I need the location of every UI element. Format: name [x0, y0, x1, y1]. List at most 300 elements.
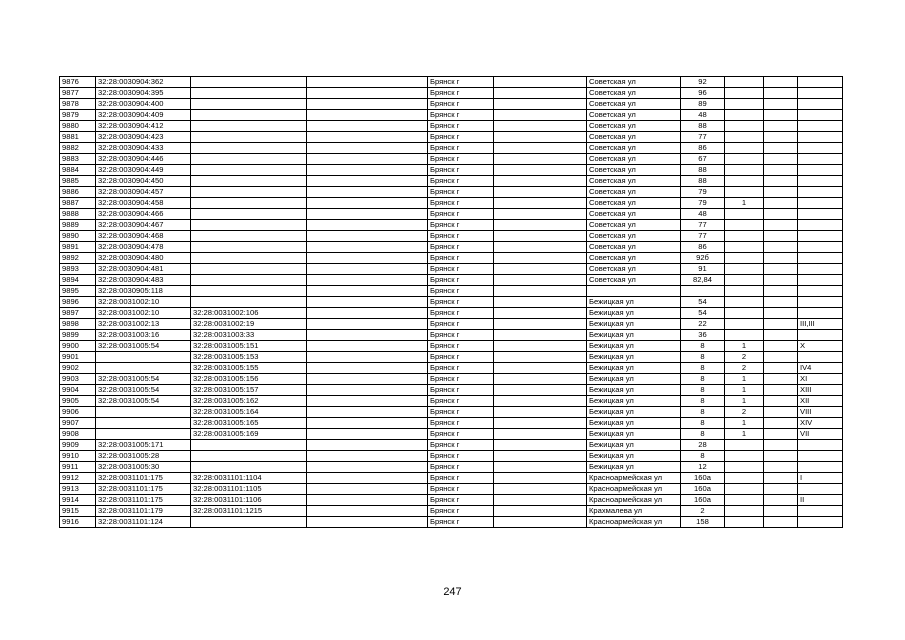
- object-number-cell: 32:28:0031005:157: [191, 385, 307, 396]
- apartment-cell: [764, 451, 798, 462]
- district-cell: [494, 253, 587, 264]
- table-row: [60, 429, 843, 440]
- street-cell: Бежицкая ул: [587, 341, 681, 352]
- object-number-cell: 32:28:0031101:1215: [191, 506, 307, 517]
- cadastral-number-cell: 32:28:0030904:467: [96, 220, 191, 231]
- table-row: [60, 484, 843, 495]
- street-cell: Бежицкая ул: [587, 297, 681, 308]
- district-cell: [494, 352, 587, 363]
- apartment-cell: [764, 517, 798, 528]
- cadastral-number-cell: 32:28:0030904:423: [96, 132, 191, 143]
- street-cell: Красноармейская ул: [587, 495, 681, 506]
- street-cell: Советская ул: [587, 275, 681, 286]
- row-number-cell: 9899: [60, 330, 96, 341]
- street-cell: Советская ул: [587, 209, 681, 220]
- house-cell: 28: [681, 440, 725, 451]
- district-cell: [494, 495, 587, 506]
- cadastral-number-cell: 32:28:0030904:412: [96, 121, 191, 132]
- building-cell: 2: [725, 407, 764, 418]
- building-cell: 2: [725, 352, 764, 363]
- cadastral-number-cell: 32:28:0030905:118: [96, 286, 191, 297]
- object-number-cell: [191, 77, 307, 88]
- extra-number-cell: [307, 352, 428, 363]
- street-cell: Советская ул: [587, 88, 681, 99]
- city-cell: Брянск г: [428, 506, 494, 517]
- house-cell: 92б: [681, 253, 725, 264]
- building-cell: [725, 451, 764, 462]
- house-cell: 91: [681, 264, 725, 275]
- room-cell: [798, 275, 843, 286]
- street-cell: Бежицкая ул: [587, 352, 681, 363]
- extra-number-cell: [307, 99, 428, 110]
- extra-number-cell: [307, 220, 428, 231]
- row-number-cell: 9894: [60, 275, 96, 286]
- extra-number-cell: [307, 253, 428, 264]
- apartment-cell: [764, 99, 798, 110]
- room-cell: VII: [798, 429, 843, 440]
- city-cell: Брянск г: [428, 396, 494, 407]
- extra-number-cell: [307, 297, 428, 308]
- house-cell: 77: [681, 220, 725, 231]
- cadastral-number-cell: 32:28:0031002:13: [96, 319, 191, 330]
- street-cell: Бежицкая ул: [587, 418, 681, 429]
- building-cell: [725, 110, 764, 121]
- city-cell: Брянск г: [428, 165, 494, 176]
- row-number-cell: 9907: [60, 418, 96, 429]
- city-cell: Брянск г: [428, 374, 494, 385]
- table-row: [60, 110, 843, 121]
- district-cell: [494, 440, 587, 451]
- house-cell: 8: [681, 418, 725, 429]
- room-cell: [798, 88, 843, 99]
- city-cell: Брянск г: [428, 341, 494, 352]
- cadastral-number-cell: 32:28:0031101:175: [96, 495, 191, 506]
- object-number-cell: [191, 165, 307, 176]
- table-row: [60, 462, 843, 473]
- table-row: [60, 352, 843, 363]
- row-number-cell: 9900: [60, 341, 96, 352]
- object-number-cell: [191, 187, 307, 198]
- extra-number-cell: [307, 286, 428, 297]
- apartment-cell: [764, 484, 798, 495]
- building-cell: [725, 517, 764, 528]
- building-cell: [725, 165, 764, 176]
- object-number-cell: 32:28:0031005:153: [191, 352, 307, 363]
- district-cell: [494, 308, 587, 319]
- apartment-cell: [764, 374, 798, 385]
- cadastral-number-cell: 32:28:0030904:409: [96, 110, 191, 121]
- table-row: [60, 99, 843, 110]
- street-cell: Советская ул: [587, 187, 681, 198]
- room-cell: [798, 220, 843, 231]
- apartment-cell: [764, 231, 798, 242]
- street-cell: Бежицкая ул: [587, 363, 681, 374]
- extra-number-cell: [307, 484, 428, 495]
- district-cell: [494, 231, 587, 242]
- table-row: [60, 517, 843, 528]
- apartment-cell: [764, 440, 798, 451]
- city-cell: Брянск г: [428, 308, 494, 319]
- row-number-cell: 9909: [60, 440, 96, 451]
- street-cell: Бежицкая ул: [587, 396, 681, 407]
- cadastral-number-cell: 32:28:0030904:446: [96, 154, 191, 165]
- district-cell: [494, 275, 587, 286]
- table-body: [60, 77, 843, 528]
- room-cell: [798, 330, 843, 341]
- apartment-cell: [764, 77, 798, 88]
- object-number-cell: [191, 132, 307, 143]
- cadastral-number-cell: 32:28:0031005:54: [96, 396, 191, 407]
- cadastral-number-cell: 32:28:0031003:16: [96, 330, 191, 341]
- house-cell: 77: [681, 231, 725, 242]
- table-row: [60, 187, 843, 198]
- object-number-cell: 32:28:0031005:169: [191, 429, 307, 440]
- district-cell: [494, 132, 587, 143]
- building-cell: [725, 264, 764, 275]
- extra-number-cell: [307, 418, 428, 429]
- building-cell: [725, 286, 764, 297]
- room-cell: XII: [798, 396, 843, 407]
- extra-number-cell: [307, 77, 428, 88]
- object-number-cell: [191, 297, 307, 308]
- room-cell: [798, 165, 843, 176]
- house-cell: 96: [681, 88, 725, 99]
- row-number-cell: 9906: [60, 407, 96, 418]
- object-number-cell: [191, 143, 307, 154]
- house-cell: 89: [681, 99, 725, 110]
- object-number-cell: [191, 440, 307, 451]
- city-cell: Брянск г: [428, 121, 494, 132]
- building-cell: [725, 297, 764, 308]
- building-cell: [725, 308, 764, 319]
- cadastral-number-cell: 32:28:0030904:483: [96, 275, 191, 286]
- object-number-cell: [191, 220, 307, 231]
- row-number-cell: 9910: [60, 451, 96, 462]
- table-row: [60, 176, 843, 187]
- district-cell: [494, 264, 587, 275]
- house-cell: 79: [681, 187, 725, 198]
- house-cell: 160а: [681, 484, 725, 495]
- object-number-cell: [191, 242, 307, 253]
- room-cell: [798, 352, 843, 363]
- building-cell: [725, 440, 764, 451]
- object-number-cell: 32:28:0031005:156: [191, 374, 307, 385]
- house-cell: 79: [681, 198, 725, 209]
- extra-number-cell: [307, 462, 428, 473]
- cadastral-number-cell: 32:28:0031005:54: [96, 341, 191, 352]
- row-number-cell: 9905: [60, 396, 96, 407]
- room-cell: [798, 110, 843, 121]
- building-cell: [725, 154, 764, 165]
- object-number-cell: [191, 264, 307, 275]
- apartment-cell: [764, 253, 798, 264]
- table-row: [60, 341, 843, 352]
- room-cell: XI: [798, 374, 843, 385]
- apartment-cell: [764, 429, 798, 440]
- house-cell: 54: [681, 308, 725, 319]
- room-cell: [798, 506, 843, 517]
- building-cell: 1: [725, 374, 764, 385]
- apartment-cell: [764, 220, 798, 231]
- extra-number-cell: [307, 121, 428, 132]
- object-number-cell: [191, 88, 307, 99]
- building-cell: [725, 473, 764, 484]
- apartment-cell: [764, 407, 798, 418]
- apartment-cell: [764, 242, 798, 253]
- cadastral-number-cell: 32:28:0031005:30: [96, 462, 191, 473]
- city-cell: Брянск г: [428, 220, 494, 231]
- apartment-cell: [764, 165, 798, 176]
- city-cell: Брянск г: [428, 143, 494, 154]
- object-number-cell: [191, 121, 307, 132]
- district-cell: [494, 77, 587, 88]
- street-cell: Бежицкая ул: [587, 451, 681, 462]
- district-cell: [494, 451, 587, 462]
- district-cell: [494, 242, 587, 253]
- room-cell: [798, 517, 843, 528]
- object-number-cell: [191, 154, 307, 165]
- room-cell: I: [798, 473, 843, 484]
- house-cell: 48: [681, 110, 725, 121]
- room-cell: [798, 132, 843, 143]
- extra-number-cell: [307, 154, 428, 165]
- district-cell: [494, 110, 587, 121]
- street-cell: Красноармейская ул: [587, 484, 681, 495]
- extra-number-cell: [307, 88, 428, 99]
- building-cell: 2: [725, 363, 764, 374]
- row-number-cell: 9893: [60, 264, 96, 275]
- district-cell: [494, 429, 587, 440]
- house-cell: 8: [681, 451, 725, 462]
- street-cell: Советская ул: [587, 121, 681, 132]
- city-cell: Брянск г: [428, 407, 494, 418]
- district-cell: [494, 330, 587, 341]
- building-cell: [725, 330, 764, 341]
- cadastral-number-cell: [96, 352, 191, 363]
- table-row: [60, 297, 843, 308]
- apartment-cell: [764, 319, 798, 330]
- table-row: [60, 220, 843, 231]
- cadastral-number-cell: 32:28:0031101:124: [96, 517, 191, 528]
- room-cell: [798, 176, 843, 187]
- cadastral-number-cell: 32:28:0030904:468: [96, 231, 191, 242]
- row-number-cell: 9912: [60, 473, 96, 484]
- object-number-cell: [191, 198, 307, 209]
- room-cell: [798, 462, 843, 473]
- room-cell: [798, 154, 843, 165]
- object-number-cell: [191, 451, 307, 462]
- street-cell: Советская ул: [587, 110, 681, 121]
- row-number-cell: 9902: [60, 363, 96, 374]
- object-number-cell: [191, 253, 307, 264]
- room-cell: [798, 297, 843, 308]
- table-row: [60, 407, 843, 418]
- cadastral-number-cell: 32:28:0031005:28: [96, 451, 191, 462]
- object-number-cell: [191, 231, 307, 242]
- object-number-cell: 32:28:0031101:1104: [191, 473, 307, 484]
- extra-number-cell: [307, 275, 428, 286]
- table-row: [60, 242, 843, 253]
- city-cell: Брянск г: [428, 132, 494, 143]
- district-cell: [494, 319, 587, 330]
- apartment-cell: [764, 187, 798, 198]
- row-number-cell: 9895: [60, 286, 96, 297]
- row-number-cell: 9916: [60, 517, 96, 528]
- district-cell: [494, 99, 587, 110]
- building-cell: 1: [725, 396, 764, 407]
- cadastral-number-cell: 32:28:0030904:449: [96, 165, 191, 176]
- room-cell: [798, 77, 843, 88]
- cadastral-number-cell: [96, 407, 191, 418]
- extra-number-cell: [307, 341, 428, 352]
- row-number-cell: 9882: [60, 143, 96, 154]
- cadastral-number-cell: 32:28:0030904:481: [96, 264, 191, 275]
- room-cell: [798, 231, 843, 242]
- room-cell: [798, 484, 843, 495]
- cadastral-number-cell: 32:28:0030904:466: [96, 209, 191, 220]
- district-cell: [494, 121, 587, 132]
- city-cell: Брянск г: [428, 495, 494, 506]
- building-cell: [725, 253, 764, 264]
- street-cell: Бежицкая ул: [587, 308, 681, 319]
- apartment-cell: [764, 154, 798, 165]
- row-number-cell: 9887: [60, 198, 96, 209]
- city-cell: Брянск г: [428, 286, 494, 297]
- city-cell: Брянск г: [428, 264, 494, 275]
- building-cell: [725, 77, 764, 88]
- object-number-cell: 32:28:0031002:106: [191, 308, 307, 319]
- object-number-cell: 32:28:0031003:33: [191, 330, 307, 341]
- extra-number-cell: [307, 231, 428, 242]
- city-cell: Брянск г: [428, 275, 494, 286]
- table-row: [60, 495, 843, 506]
- district-cell: [494, 198, 587, 209]
- table-row: [60, 319, 843, 330]
- cadastral-number-cell: 32:28:0030904:400: [96, 99, 191, 110]
- extra-number-cell: [307, 495, 428, 506]
- city-cell: Брянск г: [428, 242, 494, 253]
- object-number-cell: [191, 275, 307, 286]
- room-cell: IV4: [798, 363, 843, 374]
- house-cell: 22: [681, 319, 725, 330]
- cadastral-number-cell: 32:28:0031101:179: [96, 506, 191, 517]
- street-cell: Крахмалева ул: [587, 506, 681, 517]
- city-cell: Брянск г: [428, 385, 494, 396]
- room-cell: [798, 286, 843, 297]
- table-row: [60, 132, 843, 143]
- building-cell: [725, 462, 764, 473]
- district-cell: [494, 363, 587, 374]
- object-number-cell: 32:28:0031005:162: [191, 396, 307, 407]
- street-cell: Бежицкая ул: [587, 374, 681, 385]
- city-cell: Брянск г: [428, 154, 494, 165]
- table-row: [60, 154, 843, 165]
- row-number-cell: 9883: [60, 154, 96, 165]
- house-cell: 160а: [681, 473, 725, 484]
- street-cell: Советская ул: [587, 253, 681, 264]
- street-cell: Бежицкая ул: [587, 407, 681, 418]
- extra-number-cell: [307, 473, 428, 484]
- apartment-cell: [764, 495, 798, 506]
- street-cell: Советская ул: [587, 264, 681, 275]
- room-cell: II: [798, 495, 843, 506]
- row-number-cell: 9897: [60, 308, 96, 319]
- object-number-cell: [191, 462, 307, 473]
- building-cell: 1: [725, 429, 764, 440]
- table-row: [60, 363, 843, 374]
- room-cell: VIII: [798, 407, 843, 418]
- city-cell: Брянск г: [428, 77, 494, 88]
- object-number-cell: [191, 99, 307, 110]
- room-cell: [798, 187, 843, 198]
- street-cell: Советская ул: [587, 231, 681, 242]
- extra-number-cell: [307, 319, 428, 330]
- row-number-cell: 9886: [60, 187, 96, 198]
- row-number-cell: 9914: [60, 495, 96, 506]
- city-cell: Брянск г: [428, 352, 494, 363]
- extra-number-cell: [307, 198, 428, 209]
- row-number-cell: 9877: [60, 88, 96, 99]
- building-cell: 1: [725, 341, 764, 352]
- apartment-cell: [764, 132, 798, 143]
- apartment-cell: [764, 308, 798, 319]
- table-row: [60, 506, 843, 517]
- district-cell: [494, 374, 587, 385]
- house-cell: 82,84: [681, 275, 725, 286]
- city-cell: Брянск г: [428, 297, 494, 308]
- row-number-cell: 9915: [60, 506, 96, 517]
- street-cell: Советская ул: [587, 220, 681, 231]
- building-cell: [725, 121, 764, 132]
- building-cell: [725, 275, 764, 286]
- table-row: [60, 198, 843, 209]
- extra-number-cell: [307, 330, 428, 341]
- house-cell: 160а: [681, 495, 725, 506]
- house-cell: 88: [681, 176, 725, 187]
- object-number-cell: 32:28:0031005:155: [191, 363, 307, 374]
- object-number-cell: [191, 286, 307, 297]
- row-number-cell: 9876: [60, 77, 96, 88]
- extra-number-cell: [307, 451, 428, 462]
- house-cell: 158: [681, 517, 725, 528]
- cadastral-number-cell: [96, 418, 191, 429]
- district-cell: [494, 484, 587, 495]
- extra-number-cell: [307, 308, 428, 319]
- street-cell: Красноармейская ул: [587, 473, 681, 484]
- table-row: [60, 275, 843, 286]
- building-cell: [725, 319, 764, 330]
- extra-number-cell: [307, 110, 428, 121]
- city-cell: Брянск г: [428, 198, 494, 209]
- table-row: [60, 77, 843, 88]
- district-cell: [494, 143, 587, 154]
- room-cell: [798, 209, 843, 220]
- city-cell: Брянск г: [428, 110, 494, 121]
- city-cell: Брянск г: [428, 462, 494, 473]
- row-number-cell: 9903: [60, 374, 96, 385]
- house-cell: 67: [681, 154, 725, 165]
- cadastral-number-cell: 32:28:0031005:54: [96, 374, 191, 385]
- street-cell: Бежицкая ул: [587, 429, 681, 440]
- room-cell: [798, 440, 843, 451]
- cadastral-number-cell: [96, 363, 191, 374]
- cadastral-number-cell: 32:28:0031005:171: [96, 440, 191, 451]
- apartment-cell: [764, 473, 798, 484]
- table-row: [60, 308, 843, 319]
- house-cell: 36: [681, 330, 725, 341]
- apartment-cell: [764, 462, 798, 473]
- cadastral-number-cell: 32:28:0030904:457: [96, 187, 191, 198]
